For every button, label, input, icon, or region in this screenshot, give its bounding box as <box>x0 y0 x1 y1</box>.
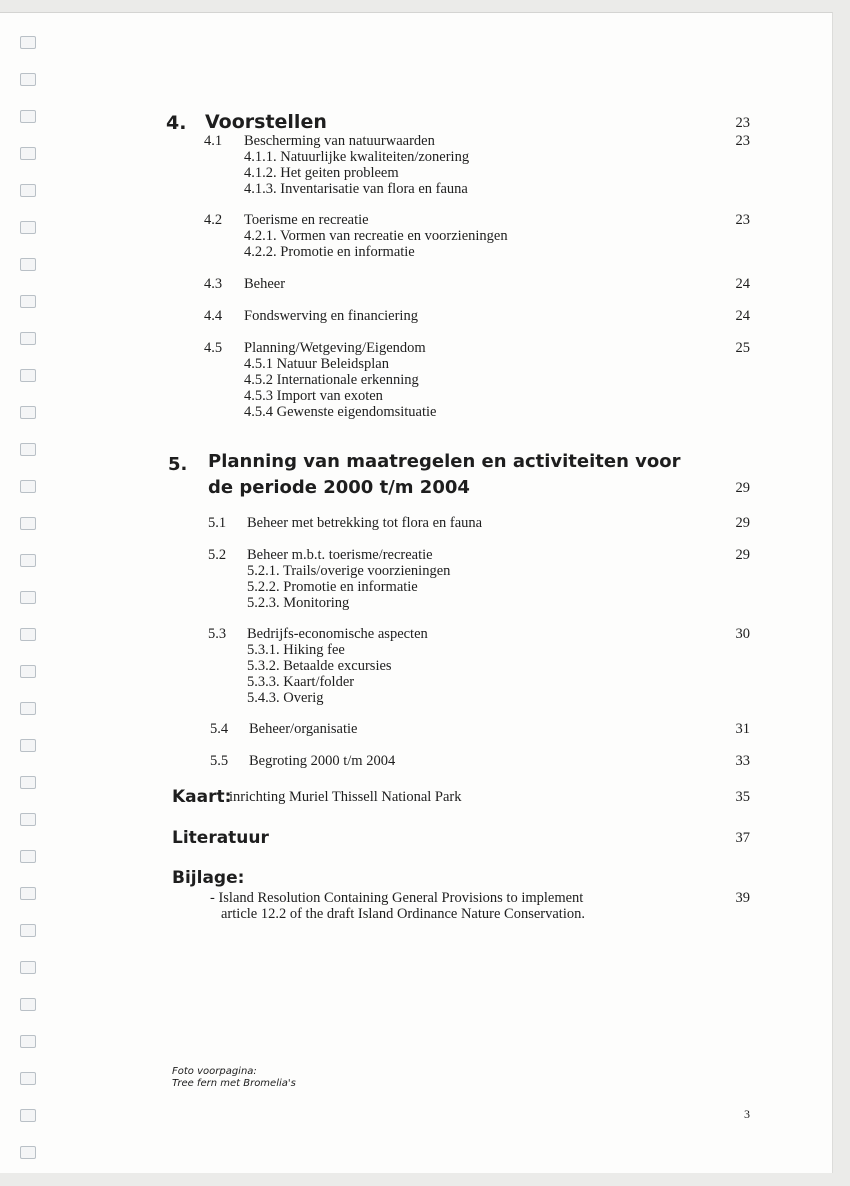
subsection-4-4-title: Fondswerving en financiering <box>244 308 418 324</box>
toc-item-5-2-3: 5.2.3. Monitoring <box>247 595 350 611</box>
subsection-4-3-title: Beheer <box>244 276 286 292</box>
section-5-title-line2: de periode 2000 t/m 2004 <box>208 477 470 498</box>
subsection-4-1-page: 23 <box>735 133 750 149</box>
binding-hole <box>20 665 36 678</box>
subsection-5-5-page: 33 <box>735 753 750 769</box>
bijlage-label: Bijlage: <box>172 868 245 888</box>
toc-item-4-1-3: 4.1.3. Inventarisatie van flora en fauna <box>244 181 468 197</box>
binding-hole <box>20 813 36 826</box>
binding-hole <box>20 850 36 863</box>
toc-item-4-5-3: 4.5.3 Import van exoten <box>244 388 383 404</box>
binding-hole <box>20 221 36 234</box>
toc-item-5-3-4: 5.4.3. Overig <box>247 690 324 706</box>
subsection-4-5-page: 25 <box>735 340 750 356</box>
kaart-text: inrichting Muriel Thissell National Park <box>229 789 462 805</box>
binding-hole <box>20 998 36 1011</box>
binding-hole <box>20 628 36 641</box>
subsection-5-3-page: 30 <box>735 626 750 642</box>
subsection-5-4-page: 31 <box>735 721 750 737</box>
subsection-5-5-number: 5.5 <box>210 753 229 769</box>
binding-hole <box>20 702 36 715</box>
photo-caption-line1: Foto voorpagina: <box>172 1066 257 1077</box>
subsection-4-4-number: 4.4 <box>204 308 223 324</box>
kaart-page: 35 <box>735 789 750 805</box>
binding-hole <box>20 369 36 382</box>
section-5-number: 5. <box>168 454 188 475</box>
bijlage-line1: - Island Resolution Containing General Provisions to implement <box>210 890 584 906</box>
binding-hole <box>20 258 36 271</box>
page-number: 3 <box>744 1107 750 1121</box>
toc-item-4-2-2: 4.2.2. Promotie en informatie <box>244 244 415 260</box>
binding-hole <box>20 36 36 49</box>
binding-hole <box>20 406 36 419</box>
binding-hole <box>20 1072 36 1085</box>
binding-hole <box>20 147 36 160</box>
binding-hole <box>20 517 36 530</box>
toc-item-4-5-4: 4.5.4 Gewenste eigendomsituatie <box>244 404 437 420</box>
toc-item-5-2-1: 5.2.1. Trails/overige voorzieningen <box>247 563 451 579</box>
toc-item-4-2-1: 4.2.1. Vormen van recreatie en voorzieningen <box>244 228 508 244</box>
subsection-4-4-page: 24 <box>735 308 750 324</box>
subsection-5-3-title: Bedrijfs-economische aspecten <box>247 626 428 642</box>
subsection-5-2-page: 29 <box>735 547 750 563</box>
subsection-4-2-page: 23 <box>735 212 750 228</box>
photo-caption-line2: Tree fern met Bromelia's <box>172 1078 296 1089</box>
toc-item-4-1-1: 4.1.1. Natuurlijke kwaliteiten/zonering <box>244 149 470 165</box>
binding-hole <box>20 443 36 456</box>
subsection-4-5-number: 4.5 <box>204 340 223 356</box>
subsection-5-4-number: 5.4 <box>210 721 229 737</box>
subsection-4-3-number: 4.3 <box>204 276 223 292</box>
binding-hole <box>20 1035 36 1048</box>
subsection-5-3-number: 5.3 <box>208 626 227 642</box>
binding-hole <box>20 332 36 345</box>
toc-item-4-1-2: 4.1.2. Het geiten probleem <box>244 165 399 181</box>
subsection-4-5-title: Planning/Wetgeving/Eigendom <box>244 340 426 356</box>
subsection-4-2-number: 4.2 <box>204 212 223 228</box>
subsection-4-1-title: Bescherming van natuurwaarden <box>244 133 435 149</box>
section-4-title: Voorstellen <box>205 111 327 133</box>
toc-item-5-3-3: 5.3.3. Kaart/folder <box>247 674 355 690</box>
literatuur-label: Literatuur <box>172 828 269 848</box>
section-5-title-line1: Planning van maatregelen en activiteiten voor <box>208 451 681 472</box>
subsection-4-2-title: Toerisme en recreatie <box>244 212 369 228</box>
binding-hole <box>20 1109 36 1122</box>
binding-hole <box>20 480 36 493</box>
ring-binding-holes <box>20 36 38 1156</box>
binding-hole <box>20 295 36 308</box>
section-5-page: 29 <box>735 480 750 496</box>
binding-hole <box>20 887 36 900</box>
binding-hole <box>20 554 36 567</box>
subsection-5-2-number: 5.2 <box>208 547 227 563</box>
binding-hole <box>20 591 36 604</box>
toc-item-4-5-2: 4.5.2 Internationale erkenning <box>244 372 419 388</box>
toc-item-5-2-2: 5.2.2. Promotie en informatie <box>247 579 418 595</box>
binding-hole <box>20 961 36 974</box>
binding-hole <box>20 110 36 123</box>
subsection-5-2-title: Beheer m.b.t. toerisme/recreatie <box>247 547 433 563</box>
subsection-4-1-number: 4.1 <box>204 133 223 149</box>
subsection-5-1-number: 5.1 <box>208 515 227 531</box>
binding-hole <box>20 776 36 789</box>
subsection-4-3-page: 24 <box>735 276 750 292</box>
toc-item-5-3-2: 5.3.2. Betaalde excursies <box>247 658 392 674</box>
binding-hole <box>20 73 36 86</box>
subsection-5-1-page: 29 <box>735 515 750 531</box>
subsection-5-4-title: Beheer/organisatie <box>249 721 358 737</box>
subsection-5-1-title: Beheer met betrekking tot flora en fauna <box>247 515 483 531</box>
binding-hole <box>20 739 36 752</box>
bijlage-line2: article 12.2 of the draft Island Ordinance Nature Conservation. <box>221 906 585 922</box>
section-4-number: 4. <box>166 112 187 134</box>
toc-item-4-5-1: 4.5.1 Natuur Beleidsplan <box>244 356 389 372</box>
subsection-5-5-title: Begroting 2000 t/m 2004 <box>249 753 396 769</box>
binding-hole <box>20 184 36 197</box>
bijlage-page: 39 <box>735 890 750 906</box>
section-4-page: 23 <box>735 115 750 131</box>
kaart-label: Kaart: <box>172 787 232 807</box>
binding-hole <box>20 924 36 937</box>
toc-item-5-3-1: 5.3.1. Hiking fee <box>247 642 345 658</box>
binding-hole <box>20 1146 36 1159</box>
literatuur-page: 37 <box>735 830 750 846</box>
